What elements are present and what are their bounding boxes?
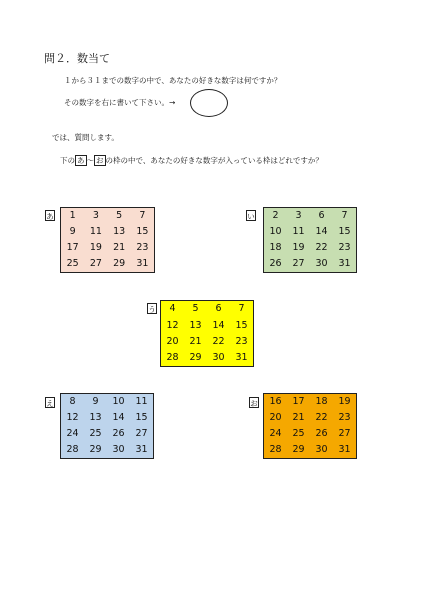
grid-number: 24: [269, 428, 282, 440]
grid-number: 9: [92, 396, 99, 408]
grid-number: 15: [135, 412, 148, 424]
grid-number: 26: [315, 428, 328, 440]
grid-number: 15: [338, 226, 351, 238]
grid-number: 19: [89, 242, 102, 254]
grid-number: 10: [112, 396, 125, 408]
grid-number: 20: [166, 335, 179, 347]
grid-label-o: お: [250, 399, 258, 408]
grid-number: 10: [269, 226, 282, 238]
grid-number: 22: [315, 242, 328, 254]
grid-number: 5: [192, 303, 199, 315]
grid-number: 29: [292, 444, 305, 456]
grid-number: 18: [269, 242, 282, 254]
number-grid-i[interactable]: [263, 207, 357, 273]
grid-number: 31: [135, 444, 148, 456]
q4-suffix: の枠の中で、あなたの好きな数字が入っている枠はどれですか？: [105, 156, 323, 165]
q4-label-b: お: [96, 156, 104, 165]
grid-number: 28: [269, 444, 282, 456]
grid-number: 21: [292, 412, 305, 424]
grid-number: 26: [112, 428, 125, 440]
grid-label-a: あ: [46, 212, 54, 221]
grid-number: 29: [113, 258, 126, 270]
grid-number: 28: [166, 352, 179, 364]
grid-number: 30: [112, 444, 125, 456]
question-4: [60, 155, 323, 166]
q4-prefix: 下の: [60, 156, 75, 165]
question-1: １から３１までの数字の中で、あなたの好きな数字は何ですか？: [64, 76, 282, 85]
grid-number: 25: [89, 428, 102, 440]
grid-number: 30: [315, 258, 328, 270]
grid-number: 30: [212, 352, 225, 364]
grid-number: 12: [166, 319, 179, 331]
grid-number: 8: [69, 396, 76, 408]
grid-number: 24: [66, 428, 79, 440]
grid-number: 21: [113, 242, 126, 254]
grid-number: 19: [338, 396, 351, 408]
grid-number: 27: [89, 258, 102, 270]
grid-number: 14: [212, 319, 225, 331]
grid-number: 23: [338, 412, 351, 424]
grid-label-e: え: [46, 399, 54, 408]
q4-label-a: あ: [77, 156, 85, 165]
grid-number: 13: [89, 412, 102, 424]
grid-number: 3: [92, 210, 99, 222]
grid-number: 25: [66, 258, 79, 270]
grid-number: 7: [139, 210, 146, 222]
grid-number: 23: [235, 335, 248, 347]
grid-number: 17: [66, 242, 79, 254]
question-2: その数字を右に書いて下さい。→: [64, 98, 176, 107]
grid-number: 11: [89, 226, 102, 238]
grid-number: 14: [112, 412, 125, 424]
grid-label-u: う: [148, 305, 156, 314]
grid-number: 6: [215, 303, 222, 315]
grid-number: 12: [66, 412, 79, 424]
grid-number: 15: [235, 319, 248, 331]
grid-number: 23: [338, 242, 351, 254]
number-grid-a[interactable]: [60, 207, 155, 273]
grid-number: 13: [113, 226, 126, 238]
number-grid-u[interactable]: [160, 300, 254, 367]
grid-number: 21: [189, 335, 202, 347]
grid-number: 31: [338, 444, 351, 456]
grid-number: 31: [235, 352, 248, 364]
grid-number: 23: [136, 242, 149, 254]
grid-number: 11: [292, 226, 305, 238]
grid-number: 15: [136, 226, 149, 238]
grid-number: 29: [89, 444, 102, 456]
grid-number: 16: [269, 396, 282, 408]
grid-number: 27: [135, 428, 148, 440]
q4-tilde: ～: [86, 156, 94, 165]
grid-label-i: い: [247, 212, 255, 221]
grid-number: 22: [315, 412, 328, 424]
grid-number: 11: [135, 396, 148, 408]
grid-number: 26: [269, 258, 282, 270]
number-grid-o[interactable]: [263, 393, 357, 459]
grid-number: 25: [292, 428, 305, 440]
grid-number: 14: [315, 226, 328, 238]
grid-number: 9: [69, 226, 76, 238]
page-title: 問２．数当て: [44, 52, 110, 65]
grid-number: 17: [292, 396, 305, 408]
grid-number: 29: [189, 352, 202, 364]
grid-number: 5: [116, 210, 123, 222]
grid-number: 7: [341, 210, 348, 222]
grid-number: 31: [338, 258, 351, 270]
grid-number: 19: [292, 242, 305, 254]
grid-number: 18: [315, 396, 328, 408]
grid-number: 2: [272, 210, 279, 222]
question-3: では、質問します。: [52, 133, 119, 142]
grid-number: 27: [338, 428, 351, 440]
grid-number: 22: [212, 335, 225, 347]
answer-circle[interactable]: [190, 89, 228, 117]
grid-number: 6: [318, 210, 325, 222]
grid-number: 31: [136, 258, 149, 270]
number-grid-e[interactable]: [60, 393, 154, 459]
grid-number: 30: [315, 444, 328, 456]
grid-number: 4: [169, 303, 176, 315]
grid-number: 13: [189, 319, 202, 331]
grid-number: 3: [295, 210, 302, 222]
grid-number: 7: [238, 303, 245, 315]
grid-number: 27: [292, 258, 305, 270]
grid-number: 28: [66, 444, 79, 456]
grid-number: 20: [269, 412, 282, 424]
grid-number: 1: [69, 210, 76, 222]
